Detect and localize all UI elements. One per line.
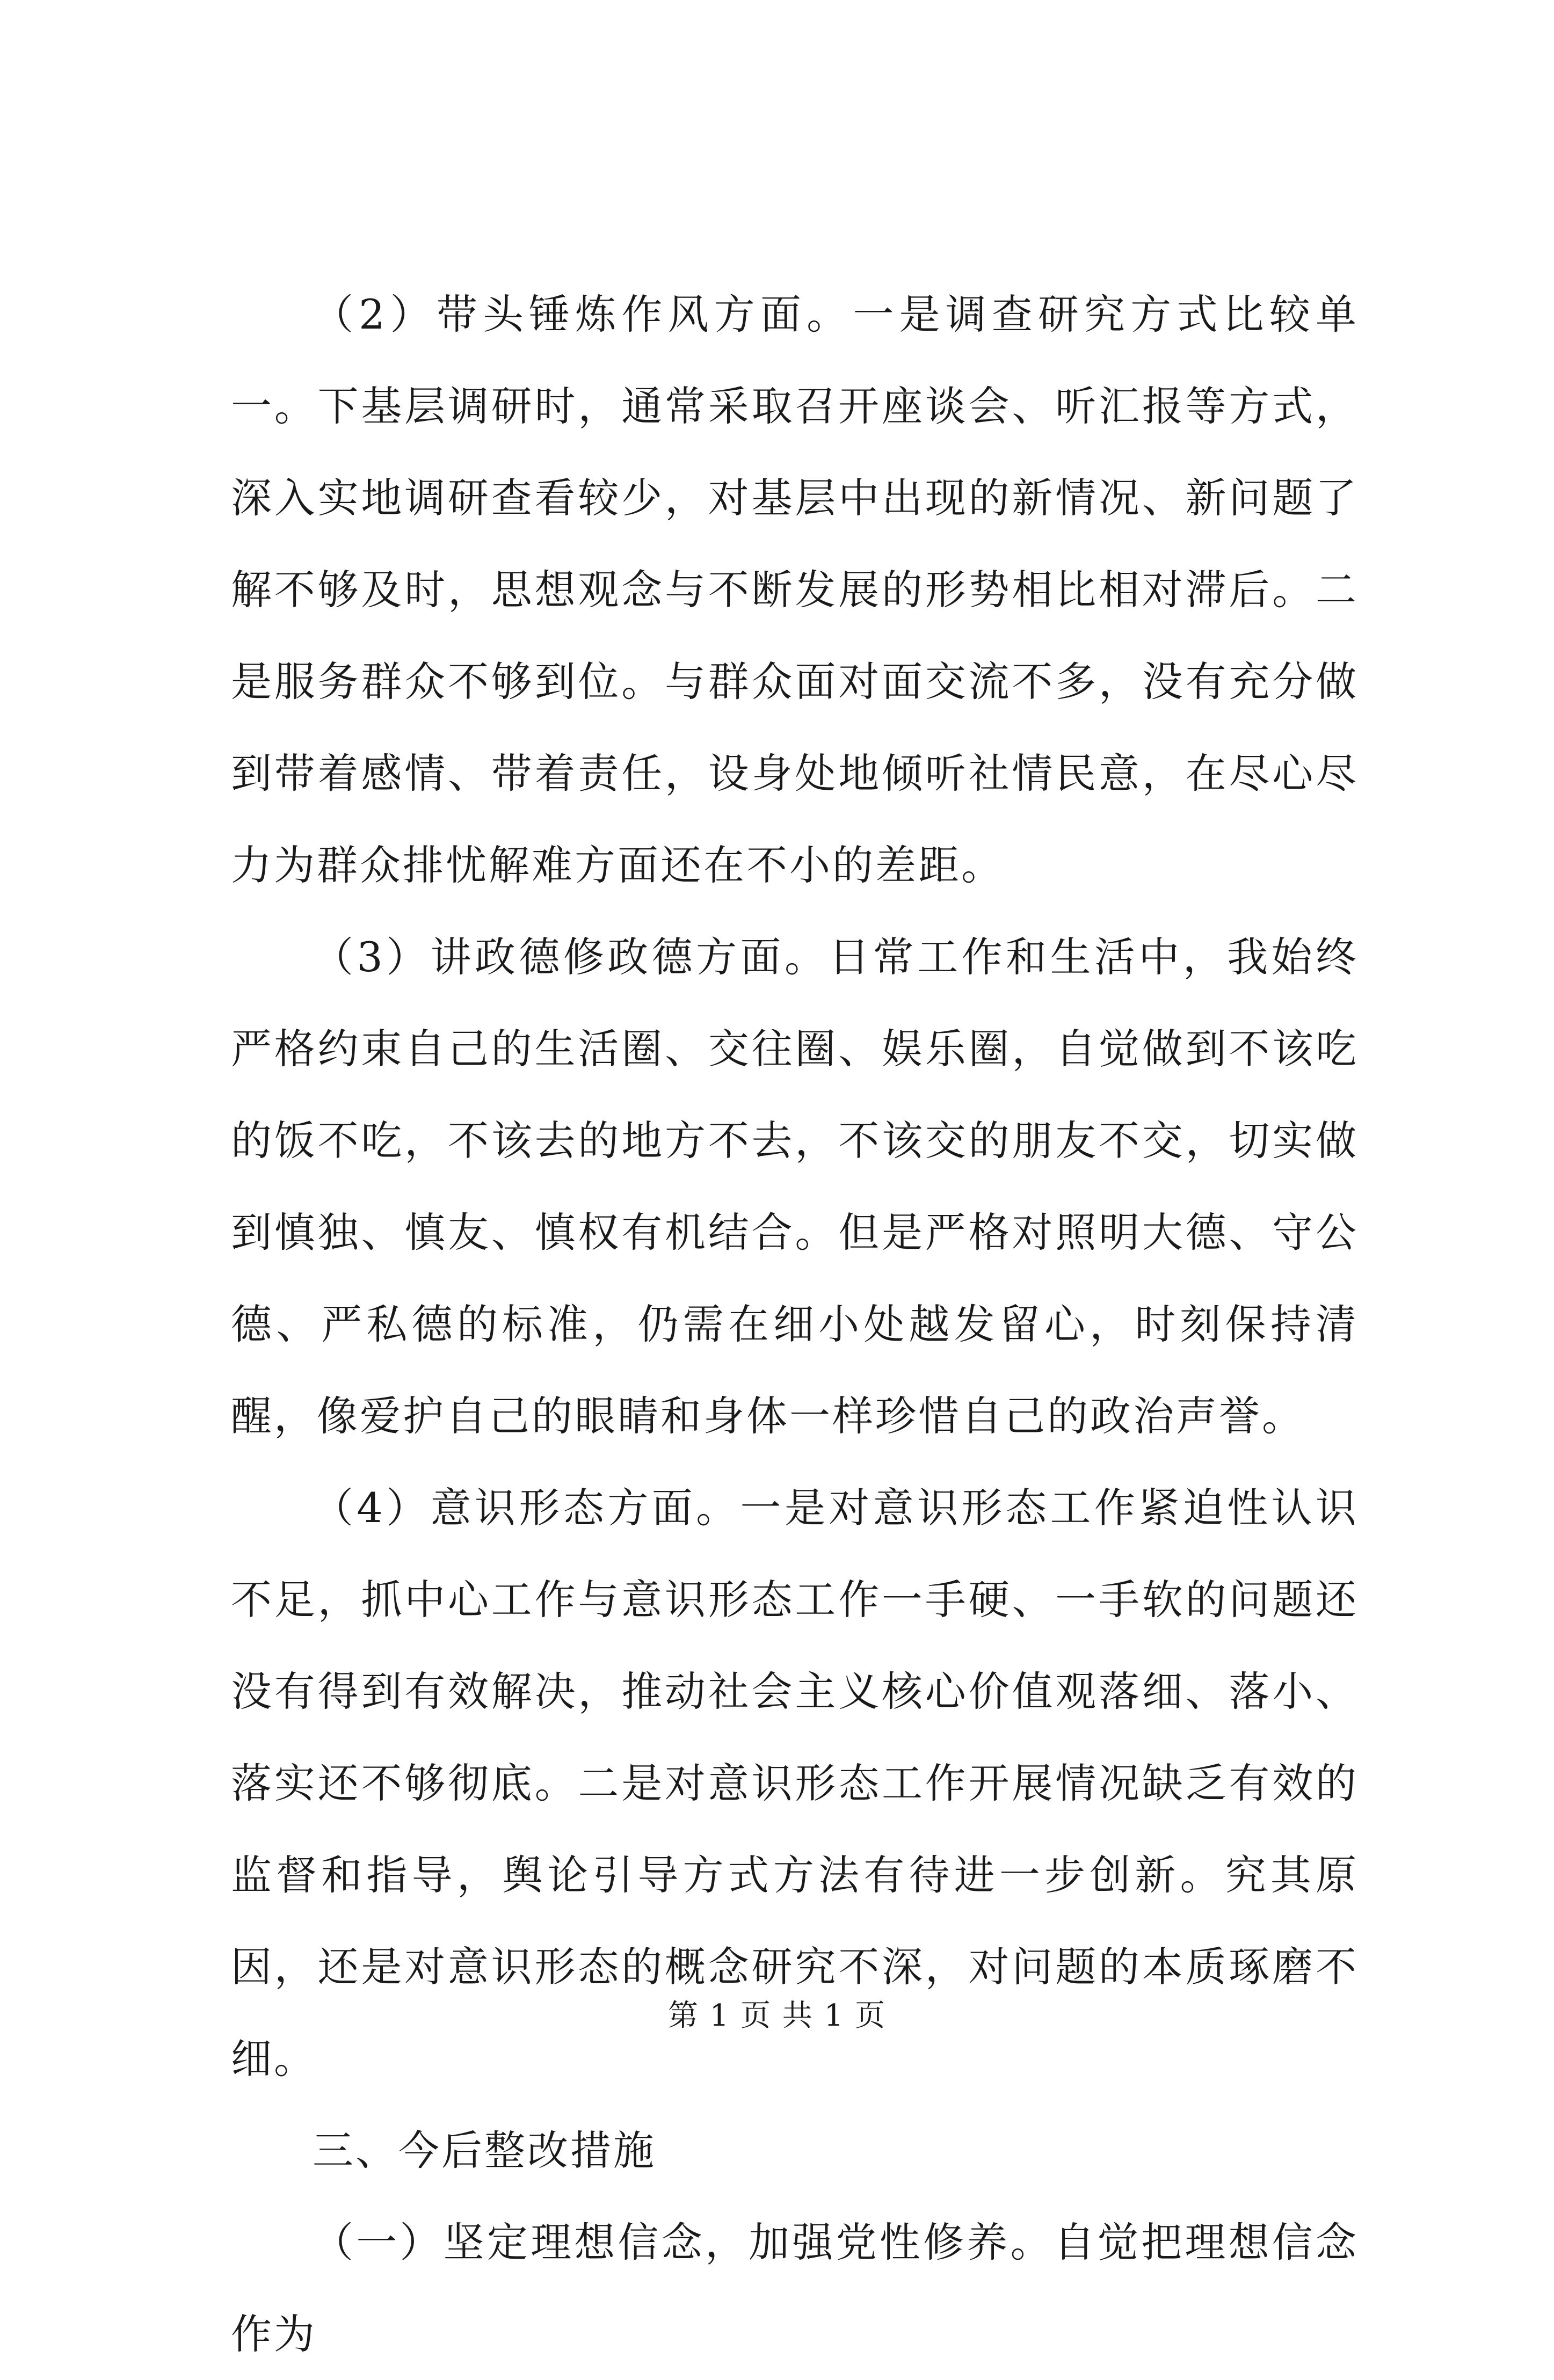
- document-body: [231, 268, 1359, 2380]
- paragraph-political-ethics: （3）讲政德修政德方面。日常工作和生活中，我始终严格约束自己的生活圈、交往圈、娱乐圈，自觉做到不该吃的饭不吃，不该去的地方不去，不该交的朋友不交，切实做到慎独、慎友、慎权有机结合。但是严格对照明大德、守公德、严私德的标准，仍需在细小处越发留心，时刻保持清醒，像爱护自己的眼睛和身体一样珍惜自己的政治声誉。: [231, 933, 1359, 1440]
- paragraph-work-style: （2）带头锤炼作风方面。一是调查研究方式比较单一。下基层调研时，通常采取召开座谈会、听汇报等方式，深入实地调研查看较少，对基层中出现的新情况、新问题了解不够及时，思想观念与不断发展的形势相比相对滞后。二是服务群众不够到位。与群众面对面交流不多，没有充分做到带着感情、带着责任，设身处地倾听社情民意，在尽心尽力为群众排忧解难方面还在不小的差距。: [231, 290, 1359, 889]
- paragraph-ideology: （4）意识形态方面。一是对意识形态工作紧迫性认识不足，抓中心工作与意识形态工作一手硬、一手软的问题还没有得到有效解决，推动社会主义核心价值观落细、落小、落实还不够彻底。二是对意识形态工作开展情况缺乏有效的监督和指导，舆论引导方式方法有待进一步创新。究其原因，还是对意识形态的概念研究不深，对问题的本质琢磨不细。: [231, 1484, 1359, 2083]
- section-heading: 三、今后整改措施: [313, 2127, 656, 2174]
- page-footer: 第 1 页 共 1 页: [667, 1998, 887, 2033]
- paragraph-rectification-1: （一）坚定理想信念，加强党性修养。自觉把理想信念作为: [231, 2218, 1359, 2358]
